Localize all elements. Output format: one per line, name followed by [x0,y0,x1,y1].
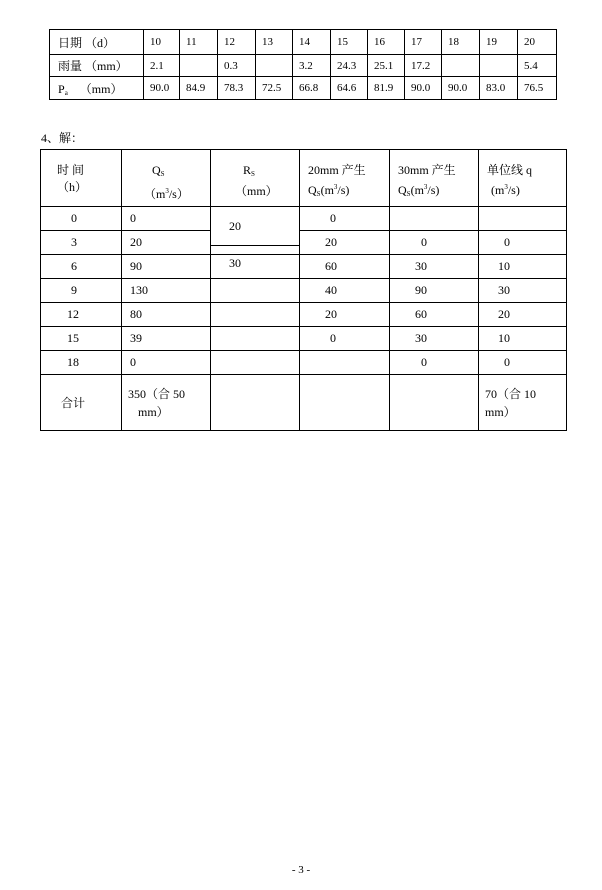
rain-cell [480,55,518,77]
uh-cell [479,207,567,231]
date-cell: 16 [368,30,405,55]
time-header [41,150,122,207]
q20-cell: 20 [300,231,390,255]
q20-cell: 40 [300,279,390,303]
date-cell: 19 [480,30,518,55]
qs-cell: 39 [122,327,211,351]
table-row [41,231,567,255]
rs-cell-merged [211,207,300,270]
pa-cell: 66.8 [293,77,331,100]
q30-header [390,150,479,207]
uh-header-line2: $(m^3/s)$ [491,183,520,197]
pa-symbol: P [58,81,65,96]
date-cell: 10 [144,30,180,55]
qs-total-line2: mm） [138,404,169,419]
time-cell: 6 [41,255,122,279]
pa-row [50,77,557,100]
time-cell: 9 [41,279,122,303]
qs-cell: 90 [122,255,211,279]
pa-subscript: a [64,88,68,97]
qs-total-line1: 350（合 50 [128,386,186,401]
date-cell: 13 [256,30,293,55]
qs-header [122,150,211,207]
pa-cell: 76.5 [518,77,557,100]
q30-cell: 30 [390,327,479,351]
rs-cell [211,351,300,375]
q30-cell: 90 [390,279,479,303]
time-cell: 12 [41,303,122,327]
rain-cell [442,55,480,77]
q20-header-line1: 20mm 产生 [308,163,366,177]
uh-cell: 0 [479,231,567,255]
q30-header-line1: 30mm 产生 [398,163,456,177]
q20-total [300,375,390,431]
header-row [41,150,567,207]
solution-heading: 4、解： [41,131,84,145]
rain-cell: 0.3 [218,55,256,77]
rain-cell: 5.4 [518,55,557,77]
time-cell: 0 [41,207,122,231]
rs-total [211,375,300,431]
rs-header-line1: $R_S$ [243,163,255,178]
qs-cell: 0 [122,351,211,375]
q30-cell [390,207,479,231]
rs-cell [211,279,300,303]
uh-cell: 0 [479,351,567,375]
rs-header [211,150,300,207]
pa-unit: （mm） [79,81,123,96]
q20-cell: 60 [300,255,390,279]
qs-cell: 130 [122,279,211,303]
pa-cell: 81.9 [368,77,405,100]
q20-cell [300,351,390,375]
pa-cell: 78.3 [218,77,256,100]
rs-value: 20 [229,219,241,233]
q20-cell: 0 [300,207,390,231]
uh-total-line2: mm） [485,404,516,419]
date-cell: 17 [405,30,442,55]
date-cell: 20 [518,30,557,55]
q20-header [300,150,390,207]
qs-total [122,375,211,431]
table-row [41,351,567,375]
date-cell: 18 [442,30,480,55]
time-cell: 18 [41,351,122,375]
rs-cell [211,303,300,327]
date-cell: 15 [331,30,368,55]
pa-cell: 90.0 [442,77,480,100]
date-cell: 11 [180,30,218,55]
uh-total [479,375,567,431]
q30-cell: 60 [390,303,479,327]
table-row [41,255,567,279]
uh-cell: 10 [479,255,567,279]
time-header-line2: （h） [57,180,88,194]
q30-cell: 0 [390,231,479,255]
q30-cell: 0 [390,351,479,375]
pa-cell: 83.0 [480,77,518,100]
rain-cell: 24.3 [331,55,368,77]
time-header-line1: 时 间 [57,163,85,177]
q30-total [390,375,479,431]
date-row [50,30,557,55]
rain-row [50,55,557,77]
pa-cell: 90.0 [405,77,442,100]
table-row [41,303,567,327]
pa-cell: 64.6 [331,77,368,100]
q30-header-line2: $Q_S(m^3/s)$ [398,183,440,198]
qs-cell: 0 [122,207,211,231]
time-cell: 15 [41,327,122,351]
date-cell: 14 [293,30,331,55]
q20-cell: 20 [300,303,390,327]
table-row [41,279,567,303]
rainfall-table [49,29,557,100]
uh-cell: 20 [479,303,567,327]
rs-divider [211,245,299,246]
rain-cell [180,55,218,77]
q20-header-line2: $Q_S(m^3/s)$ [308,183,350,198]
pa-row-label [50,77,144,100]
unit-hydrograph-header [479,150,567,207]
pa-cell: 90.0 [144,77,180,100]
time-cell: 3 [41,231,122,255]
qs-cell: 20 [122,231,211,255]
date-row-label: 日期 （d） [50,30,144,55]
qs-header-line2: $(m^3/s)$ [144,187,189,201]
rain-cell: 25.1 [368,55,405,77]
table-row [41,327,567,351]
rain-row-label: 雨量 （mm） [50,55,144,77]
pa-cell: 84.9 [180,77,218,100]
rs-header-line2: （mm） [235,184,278,198]
rain-cell: 17.2 [405,55,442,77]
pa-cell: 72.5 [256,77,293,100]
rs-value: 30 [229,256,241,270]
qs-cell: 80 [122,303,211,327]
rs-cell [211,255,300,279]
page-number: - 3 - [291,864,311,876]
table-row [41,207,567,231]
total-label: 合计 [41,375,122,431]
total-row [41,375,567,431]
uh-cell: 10 [479,327,567,351]
rain-cell: 2.1 [144,55,180,77]
unit-hydrograph-table [40,149,567,431]
uh-total-line1: 70（合 10 [485,386,537,401]
rain-cell: 3.2 [293,55,331,77]
uh-cell: 30 [479,279,567,303]
rain-cell [256,55,293,77]
qs-header-line1: $Q_S$ [152,163,165,178]
q30-cell: 30 [390,255,479,279]
rs-cell [211,327,300,351]
date-cell: 12 [218,30,256,55]
q20-cell: 0 [300,327,390,351]
uh-header-line1: 单位线 q [487,163,533,177]
